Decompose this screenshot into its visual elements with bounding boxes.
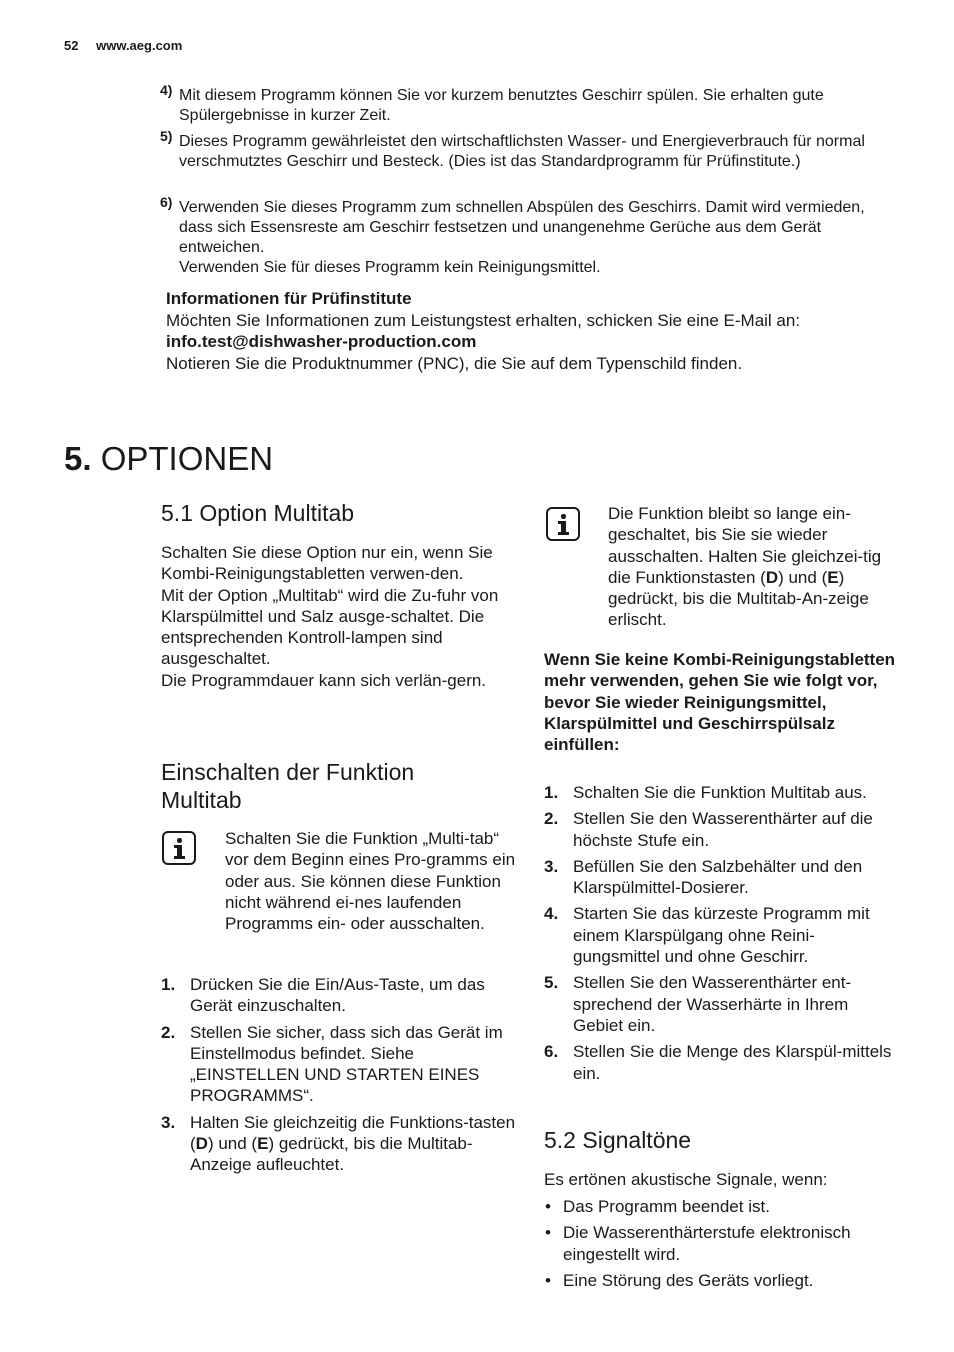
section-5-2-title: 5.2 Signaltöne bbox=[544, 1127, 692, 1153]
step-text: Stellen Sie sicher, dass sich das Gerät im Einstellmodus befindet. Siehe „EINSTELLEN UND STARTEN EINES PROGRAMMS“. bbox=[190, 1022, 503, 1106]
footnote-6 bbox=[160, 194, 890, 278]
step-number: 3. bbox=[161, 1112, 176, 1132]
step-number: 1. bbox=[161, 975, 176, 994]
list-item: 3. Befüllen Sie den Salzbehälter und den Klarspülmittel-Dosierer. bbox=[544, 856, 863, 898]
list-item: • Eine Störung des Geräts vorliegt. bbox=[545, 1270, 814, 1290]
footnote-text: Dieses Programm gewährleistet den wirtschaftlichsten Wasser- und Energieverbrauch für normal verschmutztes Geschirr und Besteck. (Dies ist das Standardprogramm für Prüfinstitute.) bbox=[179, 133, 865, 170]
step-text: Befüllen Sie den Salzbehälter und den Klarspülmittel-Dosierer. bbox=[573, 856, 863, 898]
multitab-info-note: Schalten Sie die Funktion „Multi-tab“ vor dem Beginn eines Pro-gramms ein oder aus. Sie können diese Funktion nicht während ei-nes laufenden Programms ein- oder ausschalten. bbox=[225, 829, 516, 934]
section-5-1-para3: Die Programmdauer kann sich verlän-gern. bbox=[161, 670, 487, 690]
key-d: D bbox=[765, 567, 779, 587]
list-item bbox=[161, 1112, 516, 1176]
multitab-subheading: Einschalten der Funktion Multitab bbox=[161, 759, 415, 813]
multitab-on-steps bbox=[161, 974, 516, 1181]
list-item bbox=[161, 1022, 516, 1107]
step-text: Halten Sie gleichzeitig die Funktions-tasten (D) und (E) gedrückt, bis die Multitab-Anzeige aufleuchtet. bbox=[190, 1112, 516, 1175]
chapter-heading bbox=[64, 440, 273, 478]
section-5-1-body bbox=[161, 542, 511, 691]
footnote-mark: 4) bbox=[160, 82, 173, 98]
website-link[interactable]: www.aeg.com bbox=[96, 38, 183, 53]
test-info-line2: Notieren Sie die Produktnummer (PNC), die Sie auf dem Typenschild finden. bbox=[166, 353, 743, 373]
list-item: • Das Programm beendet ist. bbox=[545, 1197, 770, 1216]
step-text: Stellen Sie den Wasserenthärter auf die höchste Stufe ein. bbox=[573, 809, 873, 850]
step-text: Drücken Sie die Ein/Aus-Taste, um das Gerät einzuschalten. bbox=[190, 975, 485, 1016]
page-number: 52 bbox=[64, 38, 79, 53]
list-item: 2. Stellen Sie den Wasserenthärter auf die höchste Stufe ein. bbox=[544, 809, 873, 850]
step-text: Schalten Sie die Funktion Multitab aus. bbox=[573, 783, 867, 802]
list-item: 1. Schalten Sie die Funktion Multitab aus. bbox=[544, 783, 867, 802]
key-e: E bbox=[827, 567, 839, 587]
bullet: • bbox=[545, 1223, 551, 1243]
info-icon bbox=[546, 507, 580, 541]
section-5-1-para2: Mit der Option „Multitab“ wird die Zu-fuhr von Klarspülmittel und Salz ausge-schaltet. Die entsprechenden Kontroll-lampen sind ausgeschaltet. bbox=[161, 585, 499, 669]
footnote-text-2: Verwenden Sie für dieses Programm kein Reinigungsmittel. bbox=[179, 259, 601, 276]
test-info-line1: Möchten Sie Informationen zum Leistungstest erhalten, schicken Sie eine E-Mail an: bbox=[166, 310, 801, 330]
footnote-text: Mit diesem Programm können Sie vor kurzem benutztes Geschirr spülen. Sie erhalten gute Spülergebnisse in kurzer Zeit. bbox=[179, 87, 824, 124]
footnote-4 bbox=[160, 82, 890, 126]
key-d: D bbox=[195, 1134, 208, 1154]
page-header bbox=[64, 38, 182, 53]
section-5-1-title: 5.1 Option Multitab bbox=[161, 500, 355, 526]
signal-bullets bbox=[544, 1196, 900, 1296]
no-kombi-intro: Wenn Sie keine Kombi-Reinigungstabletten mehr verwenden, gehen Sie wie folgt vor, bevor Sie wieder Reinigungsmittel, Klarspülmittel und Geschirrspülsalz einfüllen: bbox=[544, 650, 896, 755]
step-text: Starten Sie das kürzeste Programm mit einem Klarspülgang ohne Reini-gungsmittel und ohne Geschirr. bbox=[573, 904, 870, 967]
footnote-mark: 5) bbox=[160, 128, 173, 144]
bullet: • bbox=[545, 1197, 551, 1216]
footnote-5 bbox=[160, 128, 890, 172]
multitab-off-info-note: Die Funktion bleibt so lange ein-geschaltet, bis Sie sie wieder ausschalten. Halten Sie gleichzei-tig die Funktionstasten (D) und (E) gedrückt, bis die Multitab-An-zeige erlischt. bbox=[608, 504, 882, 630]
step-text: Stellen Sie die Menge des Klarspül-mittels ein. bbox=[573, 1042, 892, 1083]
chapter-number: 5. bbox=[64, 440, 92, 477]
info-icon bbox=[162, 831, 196, 865]
test-info-email[interactable]: info.test@dishwasher-production.com bbox=[166, 332, 477, 351]
list-item bbox=[161, 974, 516, 1017]
list-item: 5. Stellen Sie den Wasserenthärter ent-sprechend der Wasserhärte in Ihrem Gebiet ein. bbox=[544, 973, 852, 1035]
section-5-1-para1: Schalten Sie diese Option nur ein, wenn Sie Kombi-Reinigungstabletten verwen-den. bbox=[161, 543, 493, 584]
test-info-title: Informationen für Prüfinstitute bbox=[166, 289, 412, 308]
step-text: Stellen Sie den Wasserenthärter ent-sprechend der Wasserhärte in Ihrem Gebiet ein. bbox=[573, 973, 852, 1035]
list-item: • Die Wasserenthärterstufe elektronisch eingestellt wird. bbox=[545, 1223, 851, 1264]
list-item: 6. Stellen Sie die Menge des Klarspül-mittels ein. bbox=[544, 1042, 892, 1083]
test-institute-info bbox=[166, 288, 906, 374]
key-e: E bbox=[257, 1134, 269, 1154]
list-item: 4. Starten Sie das kürzeste Programm mit einem Klarspülgang ohne Reini-gungsmittel und ohne Geschirr. bbox=[544, 904, 870, 967]
chapter-title: OPTIONEN bbox=[100, 440, 274, 477]
bullet: • bbox=[545, 1270, 551, 1290]
footnote-text: Verwenden Sie dieses Programm zum schnellen Abspülen des Geschirrs. Damit wird vermieden, dass sich Essensreste am Geschirr festsetzen und unangenehme Gerüche aus dem Gerät entweichen. bbox=[179, 199, 865, 256]
no-kombi-steps bbox=[544, 782, 896, 1089]
section-5-2-intro: Es ertönen akustische Signale, wenn: bbox=[544, 1170, 828, 1189]
footnote-mark: 6) bbox=[160, 194, 173, 210]
step-number: 2. bbox=[161, 1022, 176, 1042]
